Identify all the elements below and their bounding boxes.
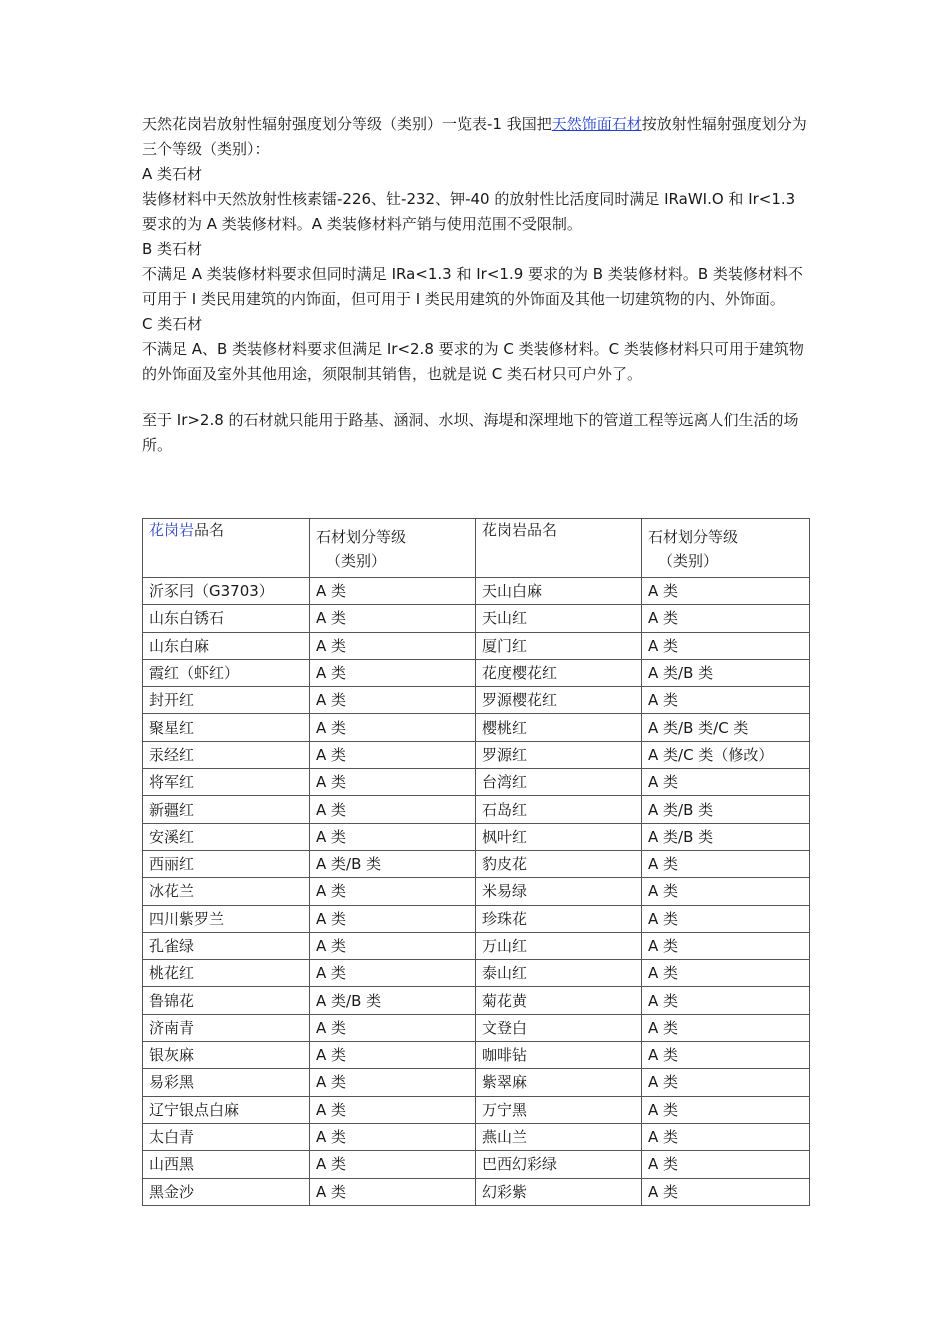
table-row [143,823,810,850]
stone-name-cell: 山东白锈石 [143,605,310,632]
stone-grade-cell: A 类 [310,905,476,932]
stone-name-cell: 封开红 [143,687,310,714]
stone-grade-cell: A 类 [642,1178,810,1205]
stone-name-cell: 台湾红 [476,769,642,796]
table-row [143,932,810,959]
stone-grade-cell: A 类/B 类 [642,823,810,850]
table-row [143,659,810,686]
stone-grade-cell: A 类 [310,632,476,659]
stone-grade-cell: A 类 [642,932,810,959]
table-row [143,1014,810,1041]
stone-name-cell: 西丽红 [143,850,310,877]
stone-grade-cell: A 类 [642,960,810,987]
stone-name-cell: 咖啡钻 [476,1042,642,1069]
table-row [143,1123,810,1150]
stone-name-cell: 银灰麻 [143,1042,310,1069]
table-row [143,987,810,1014]
stone-name-cell: 太白青 [143,1123,310,1150]
stone-name-cell: 冰花兰 [143,878,310,905]
natural-stone-link[interactable]: 天然饰面石材 [551,115,642,133]
stone-grade-cell: A 类 [310,1096,476,1123]
table-header-row [143,519,810,578]
stone-name-cell: 米易绿 [476,878,642,905]
document-body [142,112,810,458]
stone-grade-cell: A 类 [642,987,810,1014]
class-b-heading: B 类石材 [142,240,203,258]
stone-grade-cell: A 类 [310,960,476,987]
header-name-col-1: 花岗岩品名 [143,519,310,578]
stone-grade-cell: A 类 [642,1069,810,1096]
stone-name-cell: 菊花黄 [476,987,642,1014]
stone-name-cell: 易彩黑 [143,1069,310,1096]
stone-name-cell: 泰山红 [476,960,642,987]
stone-grade-cell: A 类 [310,578,476,605]
stone-name-cell: 万山红 [476,932,642,959]
stone-name-cell: 枫叶红 [476,823,642,850]
stone-name-cell: 紫翠麻 [476,1069,642,1096]
stone-name-cell: 燕山兰 [476,1123,642,1150]
table-row [143,878,810,905]
stone-grade-cell: A 类 [310,796,476,823]
stone-name-cell: 山西黑 [143,1151,310,1178]
stone-name-cell: 聚星红 [143,714,310,741]
table-row [143,741,810,768]
header-grade-col-2: 石材划分等级 （类别） [642,519,810,578]
header-grade-col-1: 石材划分等级 （类别） [310,519,476,578]
stone-name-cell: 沂豕冃（G3703） [143,578,310,605]
stone-grade-cell: A 类 [642,905,810,932]
stone-name-cell: 石岛红 [476,796,642,823]
table-row [143,850,810,877]
paragraph-spacer [142,387,810,408]
stone-grade-cell: A 类 [310,687,476,714]
stone-grade-cell: A 类/B 类 [642,796,810,823]
stone-name-cell: 新疆红 [143,796,310,823]
stone-name-cell: 安溪红 [143,823,310,850]
table-row [143,632,810,659]
stone-grade-cell: A 类 [310,1151,476,1178]
stone-grade-cell: A 类 [642,1096,810,1123]
stone-name-cell: 山东白麻 [143,632,310,659]
stone-grade-cell: A 类 [310,1042,476,1069]
table-row [143,714,810,741]
intro-text: 天然花岗岩放射性辐射强度划分等级（类别）一览表-1 我国把 [142,115,552,133]
stone-grade-cell: A 类 [310,1123,476,1150]
stone-grade-cell: A 类 [310,823,476,850]
stone-grade-cell: A 类 [642,1014,810,1041]
granite-link[interactable]: 花岗岩 [149,521,195,539]
class-c-body: 不满足 A、B 类装修材料要求但满足 Ir<2.8 要求的为 C 类装修材料。C 类装修材料只可用于建筑物的外饰面及室外其他用途，须限制其销售，也就是说 C 类石材只可户外了。 [142,340,804,383]
stone-name-cell: 厦门红 [476,632,642,659]
stone-name-cell: 黑金沙 [143,1178,310,1205]
stone-name-cell: 万宁黑 [476,1096,642,1123]
table-row [143,1178,810,1205]
stone-grade-cell: A 类 [310,741,476,768]
stone-name-cell: 孔雀绿 [143,932,310,959]
table-row [143,1151,810,1178]
stone-name-cell: 花度樱花红 [476,659,642,686]
stone-name-cell: 汞经红 [143,741,310,768]
stone-grade-cell: A 类 [642,687,810,714]
stone-grade-cell: A 类 [642,850,810,877]
class-c-heading: C 类石材 [142,315,203,333]
table-row [143,578,810,605]
stone-grade-cell: A 类 [642,878,810,905]
stone-grade-cell: A 类/B 类/C 类 [642,714,810,741]
table-row [143,769,810,796]
stone-name-cell: 罗源樱花红 [476,687,642,714]
stone-grade-cell: A 类 [642,605,810,632]
stone-name-cell: 天山红 [476,605,642,632]
table-row [143,960,810,987]
stone-name-cell: 桃花红 [143,960,310,987]
stone-grade-cell: A 类 [310,1069,476,1096]
stone-name-cell: 珍珠花 [476,905,642,932]
stone-name-cell: 天山白麻 [476,578,642,605]
stone-grade-cell: A 类 [642,1042,810,1069]
class-a-body: 装修材料中天然放射性核素镭-226、钍-232、钾-40 的放射性比活度同时满足 IRaWI.O 和 Ir<1.3 要求的为 A 类装修材料。A 类装修材料产销与使用范围不受限制。 [142,190,796,233]
stone-grade-cell: A 类 [642,769,810,796]
stone-grade-cell: A 类/B 类 [642,659,810,686]
granite-grade-table [142,518,810,1206]
stone-name-cell: 幻彩紫 [476,1178,642,1205]
stone-name-cell: 济南青 [143,1014,310,1041]
stone-grade-cell: A 类 [642,1151,810,1178]
stone-name-cell: 文登白 [476,1014,642,1041]
stone-grade-cell: A 类 [310,659,476,686]
table-row [143,1042,810,1069]
table-row [143,905,810,932]
stone-name-cell: 樱桃红 [476,714,642,741]
class-a-heading: A 类石材 [142,165,203,183]
stone-grade-cell: A 类 [310,769,476,796]
stone-name-cell: 巴西幻彩绿 [476,1151,642,1178]
stone-name-cell: 豹皮花 [476,850,642,877]
header-name-col-2: 花岗岩品名 [476,519,642,578]
stone-grade-cell: A 类/B 类 [310,987,476,1014]
stone-grade-cell: A 类/C 类（修改） [642,741,810,768]
stone-grade-cell: A 类 [310,714,476,741]
stone-grade-cell: A 类 [310,878,476,905]
stone-name-cell: 四川紫罗兰 [143,905,310,932]
intro-paragraph [142,112,810,162]
stone-grade-cell: A 类/B 类 [310,850,476,877]
stone-grade-cell: A 类 [310,1178,476,1205]
class-b-body: 不满足 A 类装修材料要求但同时满足 IRa<1.3 和 Ir<1.9 要求的为 B 类装修材料。B 类装修材料不可用于 I 类民用建筑的内饰面，但可用于 I 类民用建筑的外饰面及其他一切建筑物的内、外饰面。 [142,265,803,308]
closing-paragraph: 至于 Ir>2.8 的石材就只能用于路基、涵洞、水坝、海堤和深埋地下的管道工程等远离人们生活的场所。 [142,411,799,454]
stone-grade-cell: A 类 [310,605,476,632]
stone-name-cell: 将军红 [143,769,310,796]
stone-name-cell: 罗源红 [476,741,642,768]
table-row [143,605,810,632]
stone-grade-cell: A 类 [642,578,810,605]
stone-name-cell: 霞红（虾红） [143,659,310,686]
table-row [143,1069,810,1096]
stone-grade-cell: A 类 [642,1123,810,1150]
stone-grade-cell: A 类 [642,632,810,659]
intro-text-end: 按放射性辐射强度划分为三个等级（类别）： [142,115,807,158]
stone-name-cell: 鲁锦花 [143,987,310,1014]
table-row [143,687,810,714]
stone-name-cell: 辽宁银点白麻 [143,1096,310,1123]
table-row [143,796,810,823]
stone-grade-cell: A 类 [310,932,476,959]
stone-grade-cell: A 类 [310,1014,476,1041]
table-row [143,1096,810,1123]
